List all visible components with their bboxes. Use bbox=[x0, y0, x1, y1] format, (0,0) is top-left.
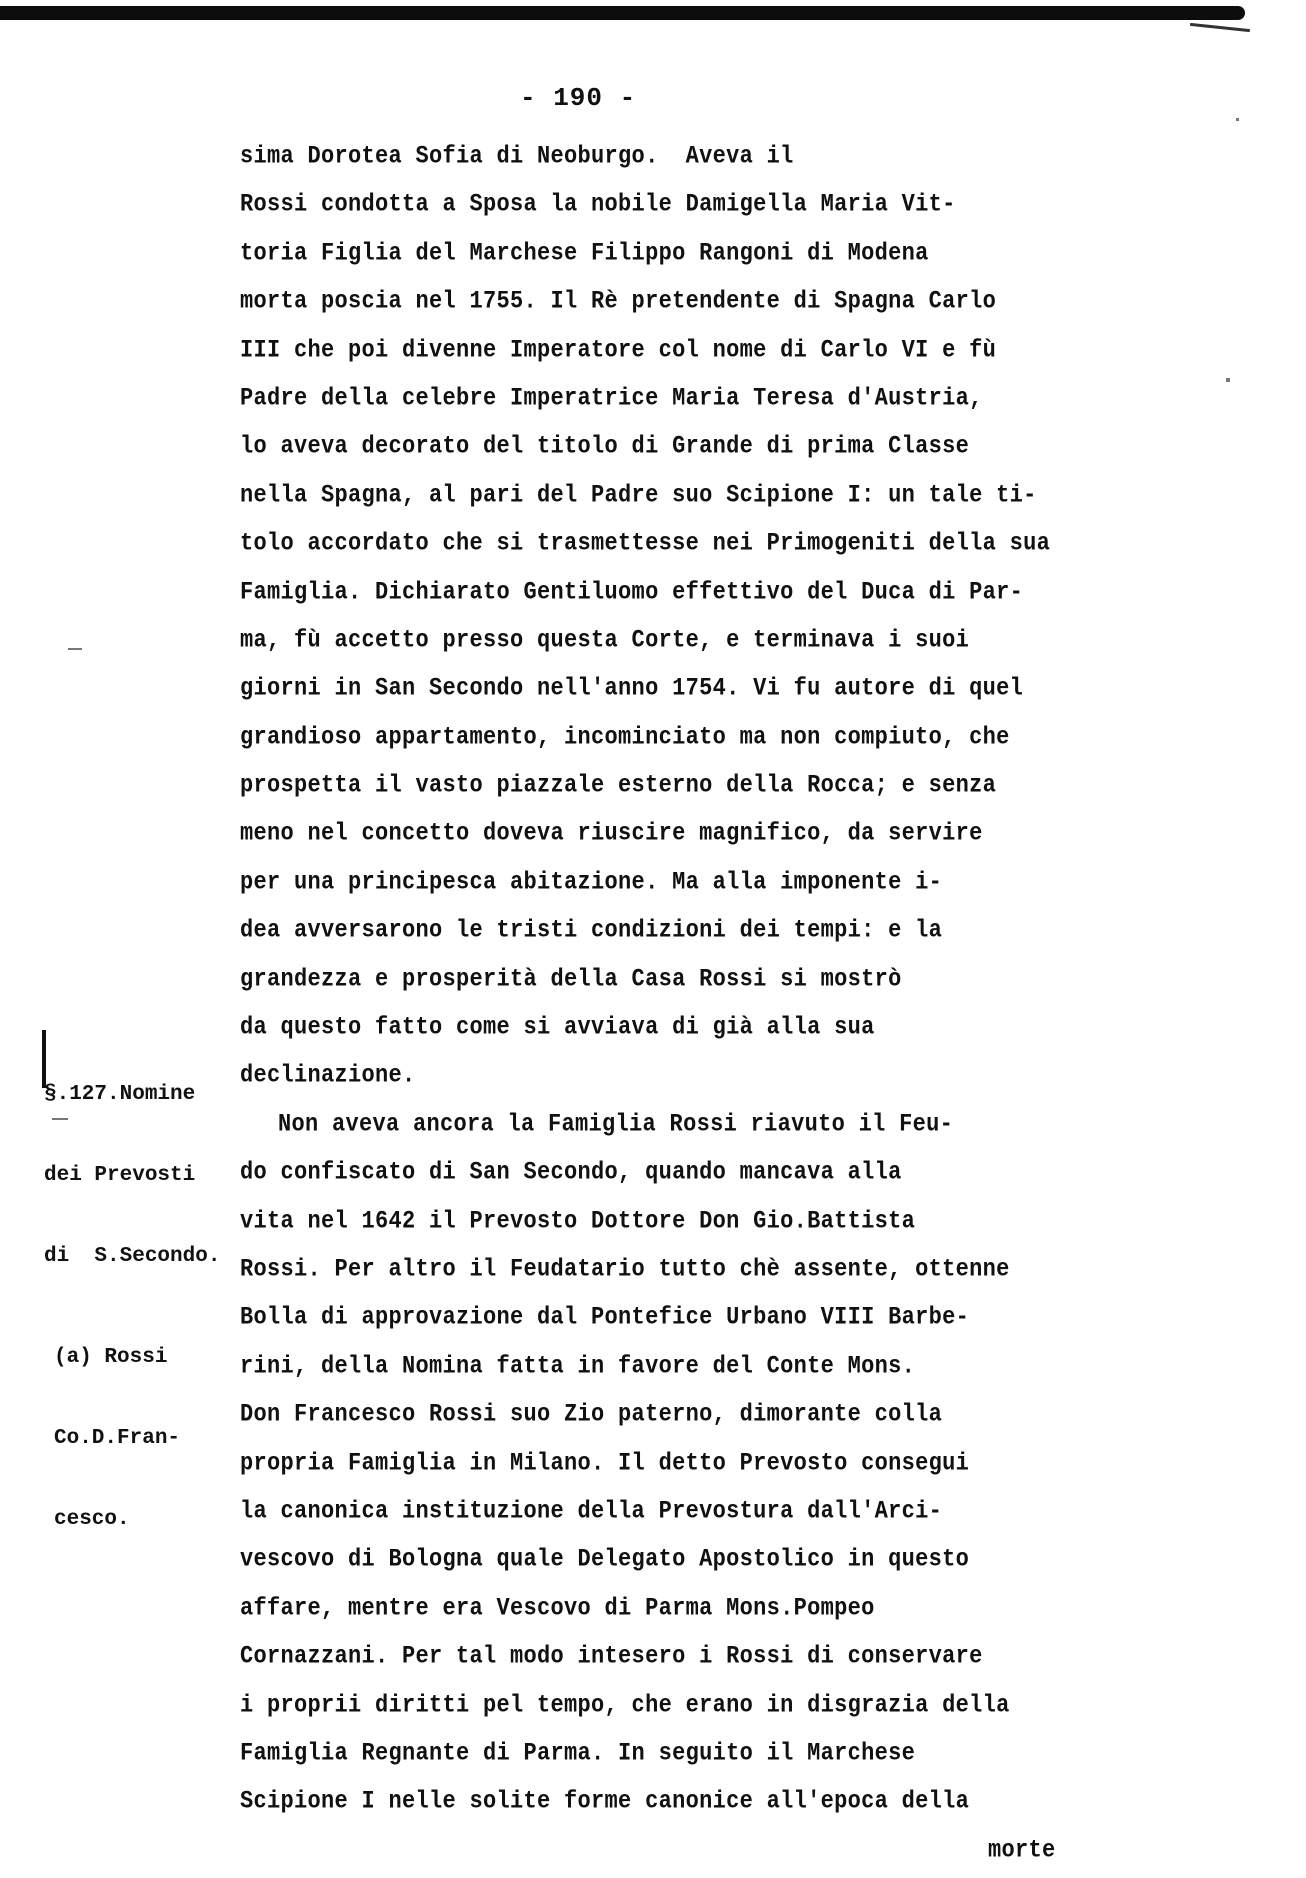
text-line: meno nel concetto doveva riuscire magnifico, da servire bbox=[240, 819, 983, 848]
text-line: nella Spagna, al pari del Padre suo Scipione I: un tale ti- bbox=[240, 481, 1037, 510]
scan-speck bbox=[52, 1118, 68, 1120]
text-line: declinazione. bbox=[240, 1061, 416, 1090]
text-line: i proprii diritti pel tempo, che erano in disgrazia della bbox=[240, 1690, 1010, 1719]
margin-note-line: (a) Rossi bbox=[54, 1346, 168, 1369]
text-line: Rossi condotta a Sposa la nobile Damigella Maria Vit- bbox=[240, 190, 956, 219]
text-line: Padre della celebre Imperatrice Maria Teresa d'Austria, bbox=[240, 384, 983, 413]
margin-note-line: di S.Secondo. bbox=[44, 1245, 221, 1268]
text-line: dea avversarono le tristi condizioni dei tempi: e la bbox=[240, 916, 943, 945]
text-line: la canonica instituzione della Prevostura dall'Arci- bbox=[240, 1497, 943, 1526]
text-line: lo aveva decorato del titolo di Grande di prima Classe bbox=[240, 432, 970, 461]
paragraph-start-line: Non aveva ancora la Famiglia Rossi riavuto il Feu- bbox=[278, 1110, 954, 1139]
scan-speck bbox=[1236, 118, 1239, 121]
margin-note-line: dei Prevosti bbox=[44, 1164, 196, 1187]
text-line: prospetta il vasto piazzale esterno della Rocca; e senza bbox=[240, 771, 997, 800]
text-line: affare, mentre era Vescovo di Parma Mons.Pompeo bbox=[240, 1594, 875, 1623]
text-line: ma, fù accetto presso questa Corte, e terminava i suoi bbox=[240, 626, 970, 655]
catchword-line: morte bbox=[988, 1836, 1056, 1865]
scan-speck bbox=[1226, 378, 1230, 382]
text-line: per una principesca abitazione. Ma alla imponente i- bbox=[240, 868, 943, 897]
text-line: propria Famiglia in Milano. Il detto Prevosto consegui bbox=[240, 1448, 970, 1477]
page-number: - 190 - bbox=[520, 83, 637, 113]
body-text bbox=[240, 133, 1240, 1875]
text-line: sima Dorotea Sofia di Neoburgo. Aveva il bbox=[240, 142, 794, 171]
margin-note-line: Co.D.Fran- bbox=[54, 1427, 181, 1450]
text-line: da questo fatto come si avviava di già alla sua bbox=[240, 1013, 875, 1042]
text-line: toria Figlia del Marchese Filippo Rangoni di Modena bbox=[240, 239, 929, 268]
text-line: grandioso appartamento, incominciato ma non compiuto, che bbox=[240, 723, 1010, 752]
text-line: Famiglia. Dichiarato Gentiluomo effettivo del Duca di Par- bbox=[240, 577, 1024, 606]
top-border-rule bbox=[0, 6, 1245, 20]
text-line: Scipione I nelle solite forme canonice all'epoca della bbox=[240, 1787, 970, 1816]
margin-note-prevosti bbox=[44, 1027, 220, 1297]
text-line: grandezza e prosperità della Casa Rossi si mostrò bbox=[240, 965, 902, 994]
margin-note-line: cesco. bbox=[54, 1508, 130, 1531]
text-line: Bolla di approvazione dal Pontefice Urbano VIII Barbe- bbox=[240, 1303, 970, 1332]
text-line: vita nel 1642 il Prevosto Dottore Don Gio.Battista bbox=[240, 1207, 916, 1236]
text-line: do confiscato di San Secondo, quando mancava alla bbox=[240, 1158, 902, 1187]
top-border-rule-tail bbox=[1190, 23, 1250, 32]
text-line: III che poi divenne Imperatore col nome di Carlo VI e fù bbox=[240, 335, 997, 364]
text-line: giorni in San Secondo nell'anno 1754. Vi fu autore di quel bbox=[240, 674, 1024, 703]
text-line: Cornazzani. Per tal modo intesero i Rossi di conservare bbox=[240, 1642, 983, 1671]
text-line: rini, della Nomina fatta in favore del Conte Mons. bbox=[240, 1352, 916, 1381]
text-line: Famiglia Regnante di Parma. In seguito il Marchese bbox=[240, 1739, 916, 1768]
text-line: vescovo di Bologna quale Delegato Apostolico in questo bbox=[240, 1545, 970, 1574]
scan-speck bbox=[68, 648, 82, 650]
text-line: Rossi. Per altro il Feudatario tutto chè assente, ottenne bbox=[240, 1255, 1010, 1284]
text-line: tolo accordato che si trasmettesse nei Primogeniti della sua bbox=[240, 529, 1051, 558]
margin-note-line: §.127.Nomine bbox=[44, 1083, 196, 1106]
margin-note-rossi bbox=[54, 1290, 180, 1560]
text-line: morta poscia nel 1755. Il Rè pretendente di Spagna Carlo bbox=[240, 287, 997, 316]
text-line: Don Francesco Rossi suo Zio paterno, dimorante colla bbox=[240, 1400, 943, 1429]
